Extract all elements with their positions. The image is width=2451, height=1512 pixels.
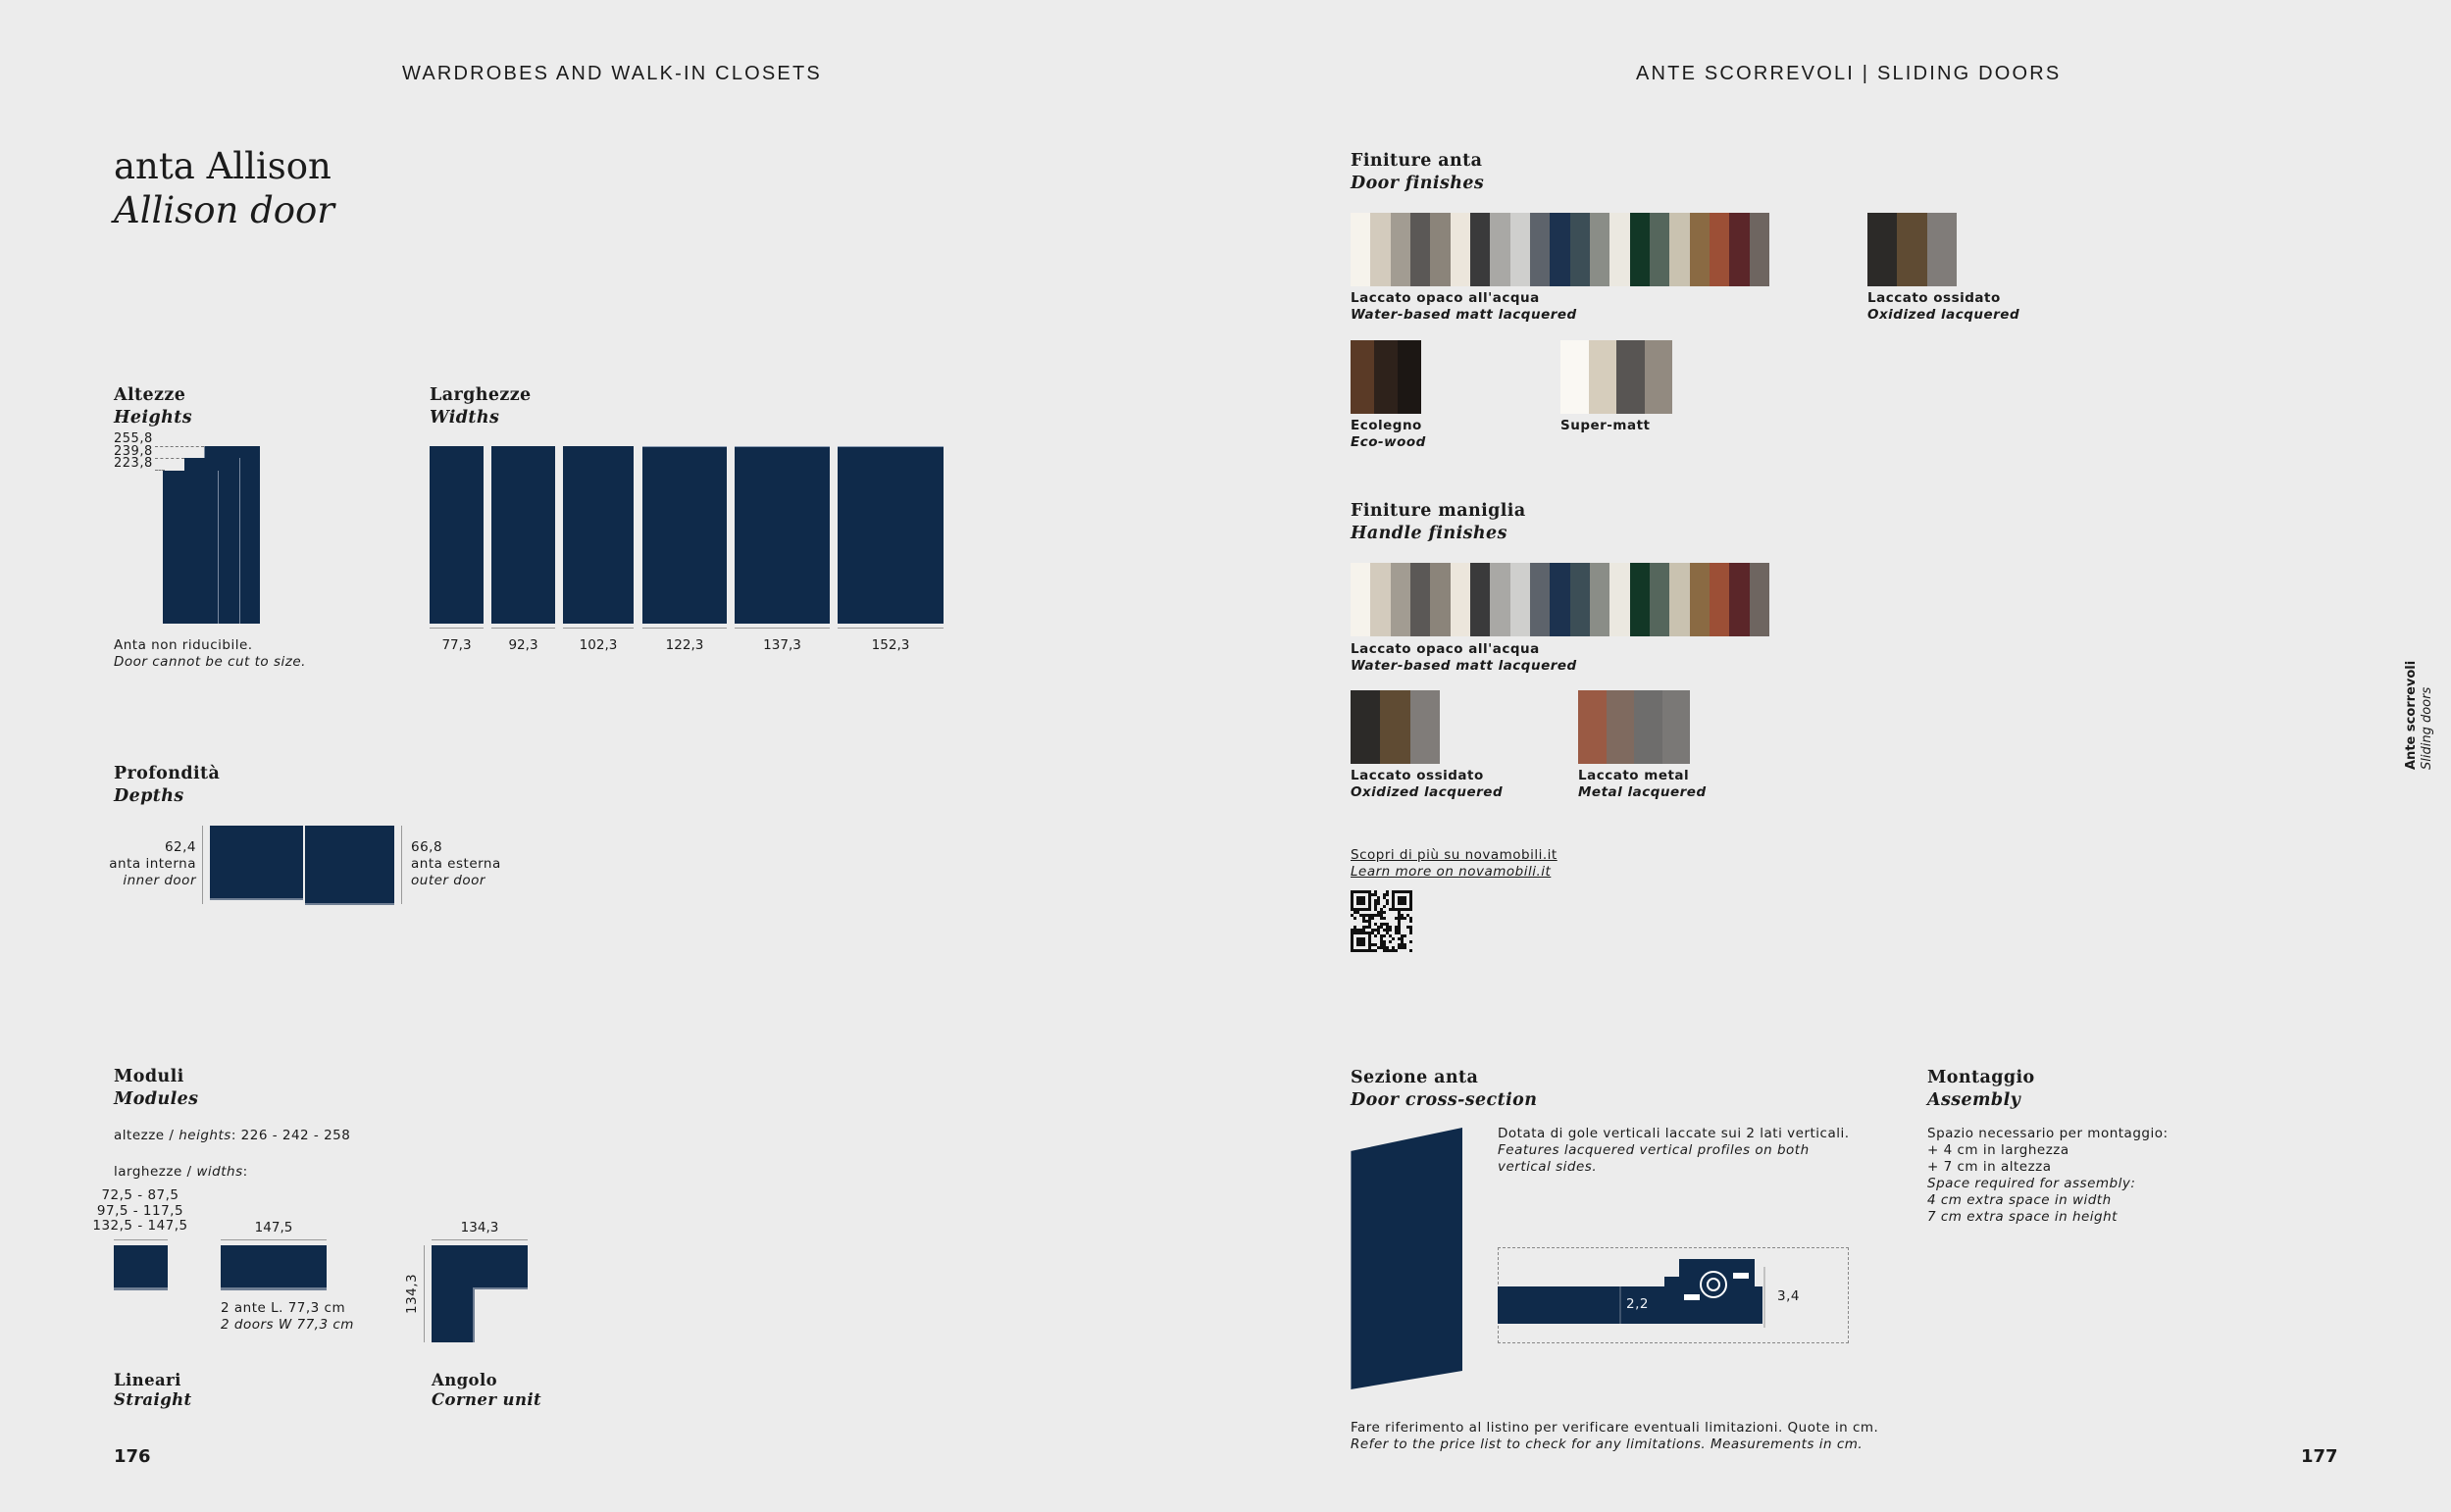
widths-label: Larghezze Widths [430,385,532,428]
depths-label: Profondità Depths [114,764,221,806]
color-swatch [1669,213,1689,286]
height-leader-line [155,458,184,459]
color-swatch [1391,213,1410,286]
width-value: 102,3 [579,637,618,653]
page-number-right: 177 [2301,1446,2338,1467]
color-swatch [1589,340,1617,414]
color-swatch [1578,690,1607,764]
door-matt-swatches [1351,213,1769,286]
color-swatch [1897,213,1926,286]
color-swatch [1570,213,1590,286]
straight-label: Lineari Straight [114,1371,192,1409]
door-supermatt-label: Super-matt [1560,418,1651,433]
width-dimension-line [838,628,944,629]
module-dimension-line [424,1245,425,1342]
qr-module [1409,949,1412,952]
cross-section-dim-a: 2,2 [1626,1296,1649,1312]
color-swatch [1410,563,1430,636]
heights-label: Altezze Heights [114,385,193,428]
depth-inner-door [210,826,303,900]
color-swatch [1690,213,1710,286]
color-swatch [1550,563,1569,636]
module-dimension-line [432,1239,528,1240]
module-corner-width: 134,3 [460,1220,499,1235]
color-swatch [1630,563,1650,636]
width-door [430,446,484,624]
color-swatch [1351,213,1370,286]
color-swatch [1370,213,1390,286]
color-swatch [1380,690,1409,764]
right-running-header: ANTE SCORREVOLI | SLIDING DOORS [1636,63,2062,84]
door-ecowood-swatches [1351,340,1421,414]
cross-section-description: Dotata di gole verticali laccate sui 2 lati verticali. Features lacquered vertical profiles on both vertical sides. [1498,1126,1850,1175]
cross-section-dim-b: 3,4 [1777,1288,1800,1304]
handle-oxidized-swatches [1351,690,1440,764]
width-dimension-line [735,628,830,629]
color-swatch [1729,563,1749,636]
color-swatch [1690,563,1710,636]
color-swatch [1510,563,1530,636]
color-swatch [1729,213,1749,286]
height-leader-line [155,446,204,447]
width-door [642,446,727,624]
color-swatch [1470,563,1490,636]
page-number-left: 176 [114,1446,151,1467]
width-dimension-line [491,628,555,629]
color-swatch [1616,340,1645,414]
handle-matt-label: Laccato opaco all'acqua Water-based matt lacquered [1351,641,1577,674]
handle-finishes-label: Finiture maniglia Handle finishes [1351,501,1526,543]
depth-outer-door [305,826,394,905]
inner-door-depth: 62,4 anta interna inner door [109,839,196,888]
color-swatch [1710,213,1729,286]
color-swatch [1351,690,1380,764]
width-door [735,446,830,624]
color-swatch [1530,213,1550,286]
height-value: 223,8 [114,456,153,471]
left-running-header: WARDROBES AND WALK-IN CLOSETS [402,63,822,84]
width-value: 137,3 [763,637,801,653]
color-swatch [1590,213,1609,286]
color-swatch [1645,340,1673,414]
door-oxidized-label: Laccato ossidato Oxidized lacquered [1867,290,2020,323]
width-dimension-line [642,628,727,629]
width-value: 77,3 [441,637,472,653]
color-swatch [1530,563,1550,636]
width-door [838,446,944,624]
modules-heights-line: altezze / heights: 226 - 242 - 258 [114,1128,351,1143]
color-swatch [1351,563,1370,636]
page-title: anta Allison [114,145,332,187]
width-value: 92,3 [508,637,538,653]
width-dimension-line [430,628,484,629]
width-door [563,446,634,624]
heights-note: Anta non riducibile. Door cannot be cut to size. [114,637,306,670]
color-swatch [1609,563,1629,636]
color-swatch [1391,563,1410,636]
color-swatch [1630,213,1650,286]
door-height-front [163,471,219,624]
color-swatch [1560,340,1589,414]
handle-metal-label: Laccato metal Metal lacquered [1578,768,1707,800]
color-swatch [1590,563,1609,636]
modules-widths-line: larghezze / widths: [114,1164,248,1180]
color-swatch [1430,563,1450,636]
door-matt-label: Laccato opaco all'acqua Water-based matt lacquered [1351,290,1577,323]
color-swatch [1650,563,1669,636]
corner-label: Angolo Corner unit [432,1371,542,1409]
modules-label: Moduli Modules [114,1067,199,1109]
page-subtitle: Allison door [114,189,334,231]
color-swatch [1470,213,1490,286]
color-swatch [1750,213,1769,286]
module-corner-height: 134,3 [404,1273,420,1314]
color-swatch [1490,563,1509,636]
width-dimension-line [563,628,634,629]
color-swatch [1430,213,1450,286]
color-swatch [1410,690,1440,764]
color-swatch [1510,213,1530,286]
color-swatch [1550,213,1569,286]
width-value: 122,3 [665,637,704,653]
color-swatch [1410,213,1430,286]
color-swatch [1609,213,1629,286]
module-dimension-line [114,1239,168,1240]
side-section-tab: Ante scorrevoli Sliding doors [2404,660,2434,770]
depth-dimension-line [401,826,402,904]
color-swatch [1398,340,1421,414]
outer-door-depth: 66,8 anta esterna outer door [411,839,501,888]
door-perspective [1351,1128,1463,1390]
color-swatch [1351,340,1374,414]
door-supermatt-swatches [1560,340,1672,414]
width-value: 152,3 [871,637,910,653]
qr-code[interactable] [1351,890,1412,952]
color-swatch [1607,690,1635,764]
color-swatch [1370,563,1390,636]
color-swatch [1570,563,1590,636]
color-swatch [1451,213,1470,286]
module-corner-unit [432,1245,529,1342]
module-width-ranges: 72,5 - 87,5 97,5 - 117,5 132,5 - 147,5 [92,1187,188,1234]
color-swatch [1634,690,1662,764]
module-two-door [221,1245,327,1290]
door-ecowood-label: Ecolegno Eco-wood [1351,418,1426,450]
novamobili-link[interactable]: Scopri di più su novamobili.it Learn more on novamobili.it [1351,847,1557,880]
assembly-notes: Spazio necessario per montaggio: + 4 cm in larghezza + 7 cm in altezza Space required for assembly: 4 cm extra space in width 7 cm extra space in height [1927,1126,2169,1225]
cross-section-label: Sezione anta Door cross-section [1351,1068,1538,1110]
door-oxidized-swatches [1867,213,1957,286]
height-values [114,433,153,471]
handle-metal-swatches [1578,690,1690,764]
module-two-door-note: 2 ante L. 77,3 cm 2 doors W 77,3 cm [221,1300,354,1333]
footer-note: Fare riferimento al listino per verificare eventuali limitazioni. Quote in cm. Refer to the price list to check for any limitations. Measurements in cm. [1351,1420,1879,1452]
door-finishes-label: Finiture anta Door finishes [1351,151,1485,193]
height-value: 255,8 [114,431,153,446]
handle-matt-swatches [1351,563,1769,636]
color-swatch [1374,340,1398,414]
color-swatch [1867,213,1897,286]
color-swatch [1710,563,1729,636]
module-single-door [114,1245,168,1290]
width-door [491,446,555,624]
color-swatch [1669,563,1689,636]
module-two-door-width: 147,5 [254,1220,293,1235]
color-swatch [1650,213,1669,286]
color-swatch [1490,213,1509,286]
color-swatch [1927,213,1957,286]
height-value: 239,8 [114,443,153,459]
color-swatch [1750,563,1769,636]
module-dimension-line [221,1239,327,1240]
color-swatch [1451,563,1470,636]
assembly-label: Montaggio Assembly [1927,1068,2035,1110]
depth-dimension-line [202,826,203,904]
color-swatch [1662,690,1691,764]
handle-oxidized-label: Laccato ossidato Oxidized lacquered [1351,768,1504,800]
